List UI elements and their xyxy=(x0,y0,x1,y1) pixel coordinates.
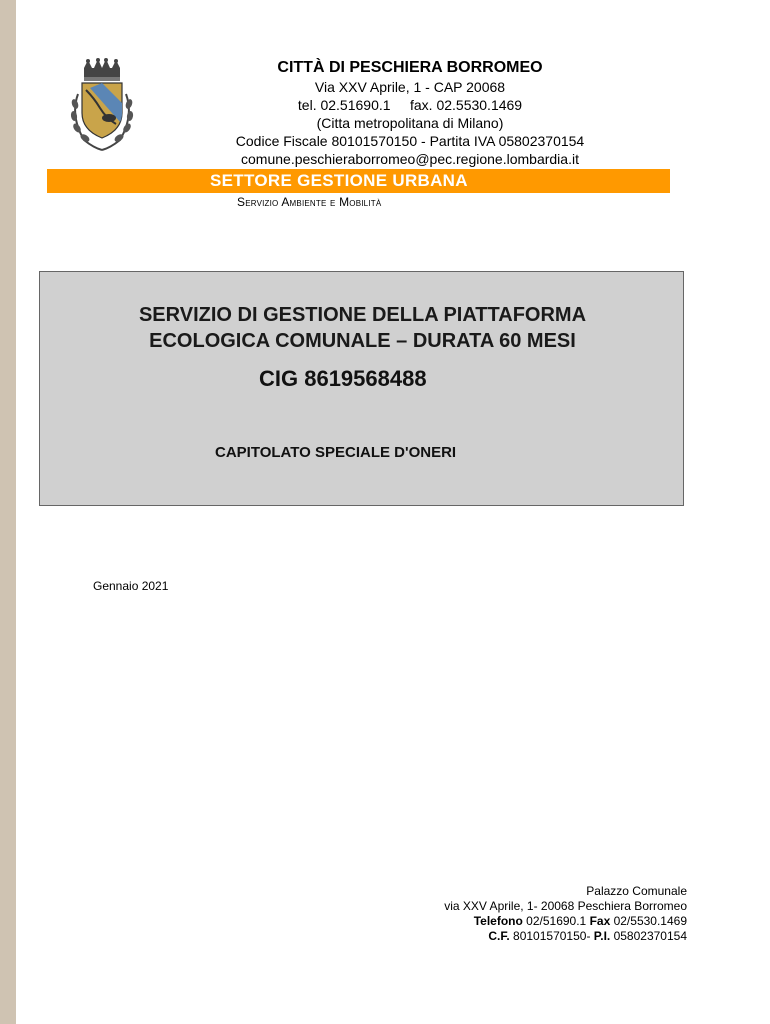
document-date: Gennaio 2021 xyxy=(93,579,169,593)
footer-address: via XXV Aprile, 1- 20068 Peschiera Borromeo xyxy=(444,899,687,913)
service-subtitle: Servizio Ambiente e Mobilità xyxy=(237,195,382,209)
footer-phone-label: Telefono xyxy=(473,914,523,928)
document-title-box xyxy=(39,271,684,506)
footer-phone-fax xyxy=(444,914,687,929)
document-title-line-1: SERVIZIO DI GESTIONE DELLA PIATTAFORMA xyxy=(138,304,587,326)
page-left-strip xyxy=(0,0,16,1024)
footer-pi-value: 05802370154 xyxy=(610,929,687,943)
footer-contacts xyxy=(444,884,687,944)
document-title xyxy=(40,302,685,354)
footer-cf-value: 80101570150- xyxy=(509,929,594,943)
footer-cf-label: C.F. xyxy=(488,929,510,943)
city-phone-fax: tel. 02.51690.1 fax. 02.5530.1469 xyxy=(297,97,523,113)
footer-fax-value: 02/5530.1469 xyxy=(610,914,687,928)
footer-pi-label: P.I. xyxy=(593,929,611,943)
city-province: (Citta metropolitana di Milano) xyxy=(316,115,504,131)
city-tax-codes: Codice Fiscale 80101570150 - Partita IVA 05802370154 xyxy=(235,133,585,149)
footer-phone-value: 02/51690.1 xyxy=(522,914,590,928)
letterhead xyxy=(200,58,620,168)
city-name: CITTÀ DI PESCHIERA BORROMEO xyxy=(277,59,543,76)
city-email: comune.peschieraborromeo@pec.regione.lombardia.it xyxy=(241,151,579,167)
city-address: Via XXV Aprile, 1 - CAP 20068 xyxy=(314,79,506,95)
footer-building: Palazzo Comunale xyxy=(586,884,687,898)
document-title-line-2: ECOLOGICA COMUNALE – DURATA 60 MESI xyxy=(149,330,576,352)
document-type: CAPITOLATO SPECIALE D'ONERI xyxy=(215,444,457,461)
footer-fax-label: Fax xyxy=(589,914,611,928)
sector-title: SETTORE GESTIONE URBANA xyxy=(210,171,468,190)
footer-tax-codes xyxy=(444,929,687,944)
city-crest-logo xyxy=(66,58,138,154)
cig-code: CIG 8619568488 xyxy=(259,366,427,391)
sector-banner xyxy=(47,169,670,193)
